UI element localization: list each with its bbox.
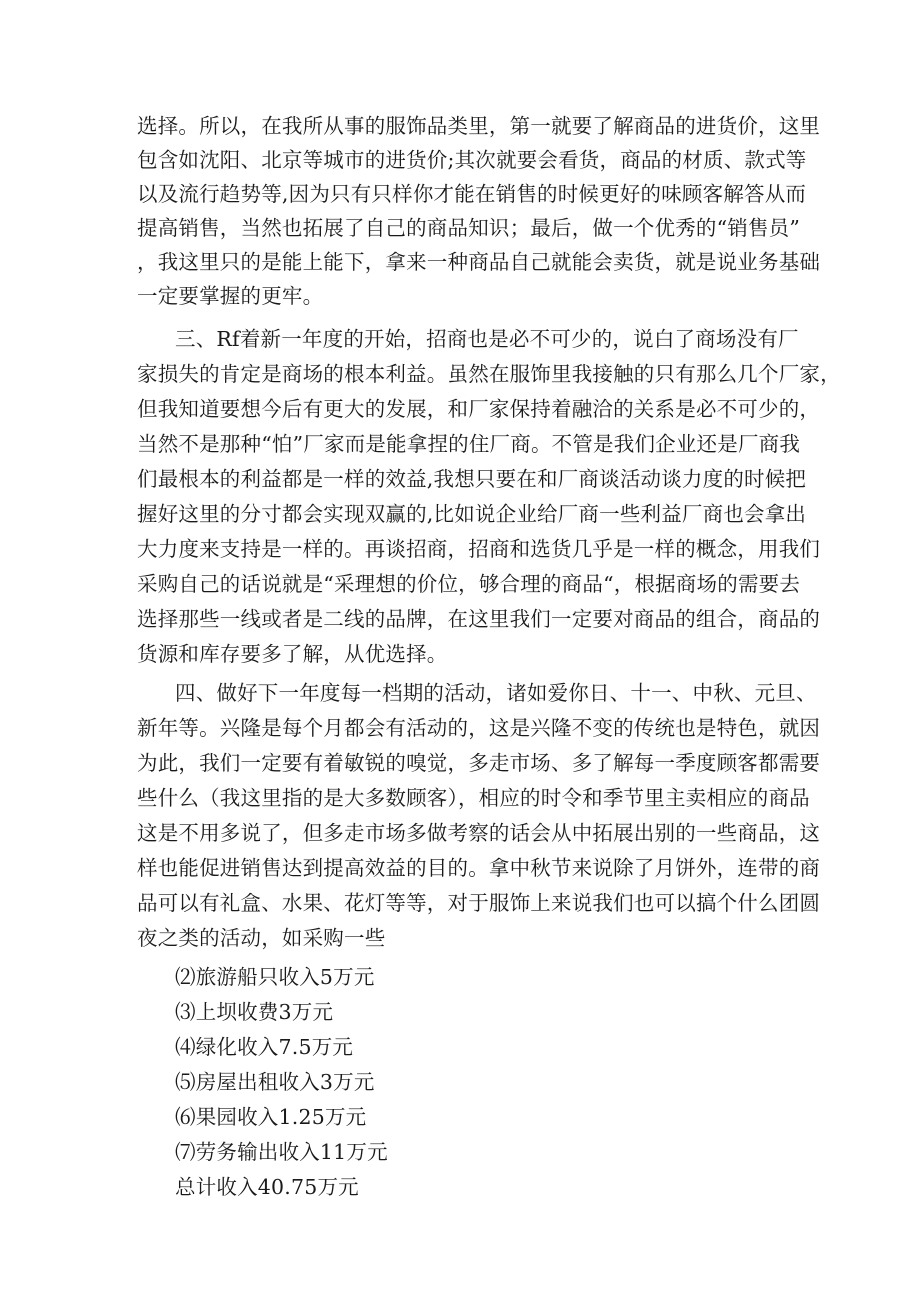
list-item: ⑷绿化收入7.5万元 bbox=[175, 1035, 354, 1059]
text-line: 新年等。兴隆是每个月都会有活动的，这是兴隆不变的传统也是特色，就因 bbox=[137, 716, 821, 740]
text-line: 大力度来支持是一样的。再谈招商，招商和选货几乎是一样的概念，用我们 bbox=[137, 537, 821, 561]
text-line: 采购自己的话说就是“采理想的价位，够合理的商品“，根据商场的需要去 bbox=[137, 572, 801, 596]
list-item: ⑸房屋出租收入3万元 bbox=[175, 1070, 375, 1094]
text-line: 样也能促进销售达到提高效益的目的。拿中秋节来说除了月饼外，连带的商 bbox=[137, 856, 821, 880]
text-line: ，我这里只的是能上能下，拿来一种商品自己就能会卖货，就是说业务基础 bbox=[137, 250, 821, 274]
text-line: 包含如沈阳、北京等城市的进货价;其次就要会看货，商品的材质、款式等 bbox=[137, 148, 807, 172]
text-line: 以及流行趋势等,因为只有只样你才能在销售的时候更好的味顾客解答从而 bbox=[137, 182, 807, 206]
text-line: 当然不是那种“怕”厂家而是能拿捏的住厂商。不管是我们企业还是厂商我 bbox=[137, 432, 801, 456]
text-line: 夜之类的活动，如采购一些 bbox=[137, 926, 386, 950]
text-line: 为此，我们一定要有着敏锐的嗅觉，多走市场、多了解每一季度顾客都需要 bbox=[137, 751, 821, 775]
text-line: 们最根本的利益都是一样的效益,我想只要在和厂商谈活动谈力度的时候把 bbox=[137, 467, 807, 491]
text-line: 选择。所以，在我所从事的服饰品类里，第一就要了解商品的进货价，这里 bbox=[137, 114, 821, 138]
text-line: 但我知道要想今后有更大的发展，和厂家保持着融洽的关系是必不可少的， bbox=[137, 397, 821, 421]
text-line: 品可以有礼盒、水果、花灯等等，对于服饰上来说我们也可以搞个什么团圆 bbox=[137, 891, 821, 915]
list-item: ⑺劳务输出收入11万元 bbox=[175, 1140, 388, 1164]
total-income: 总计收入40.75万元 bbox=[175, 1175, 359, 1199]
list-item: ⑵旅游船只收入5万元 bbox=[175, 965, 375, 989]
text-line: 四、做好下一年度每一档期的活动，诸如爱你日、十一、中秋、元旦、 bbox=[175, 681, 817, 705]
text-line: 握好这里的分寸都会实现双赢的,比如说企业给厂商一些利益厂商也会拿出 bbox=[137, 502, 807, 526]
text-line: 货源和库存要多了解，从优选择。 bbox=[137, 642, 448, 666]
text-line: 家损失的肯定是商场的根本利益。虽然在服饰里我接触的只有那么几个厂家， bbox=[137, 362, 841, 386]
list-item: ⑹果园收入1.25万元 bbox=[175, 1105, 367, 1129]
list-item: ⑶上坝收费3万元 bbox=[175, 1000, 334, 1024]
text-line: 三、Rf着新一年度的开始，招商也是必不可少的，说白了商场没有厂 bbox=[175, 327, 799, 351]
text-line: 这是不用多说了，但多走市场多做考察的话会从中拓展出别的一些商品，这 bbox=[137, 821, 821, 845]
text-line: 提高销售，当然也拓展了自己的商品知识；最后，做一个优秀的“销售员” bbox=[137, 216, 801, 240]
text-line: 选择那些一线或者是二线的品牌，在这里我们一定要对商品的组合，商品的 bbox=[137, 607, 821, 631]
text-line: 些什么（我这里指的是大多数顾客），相应的时令和季节里主卖相应的商品 bbox=[137, 786, 810, 810]
text-line: 一定要掌握的更牢。 bbox=[137, 284, 324, 308]
